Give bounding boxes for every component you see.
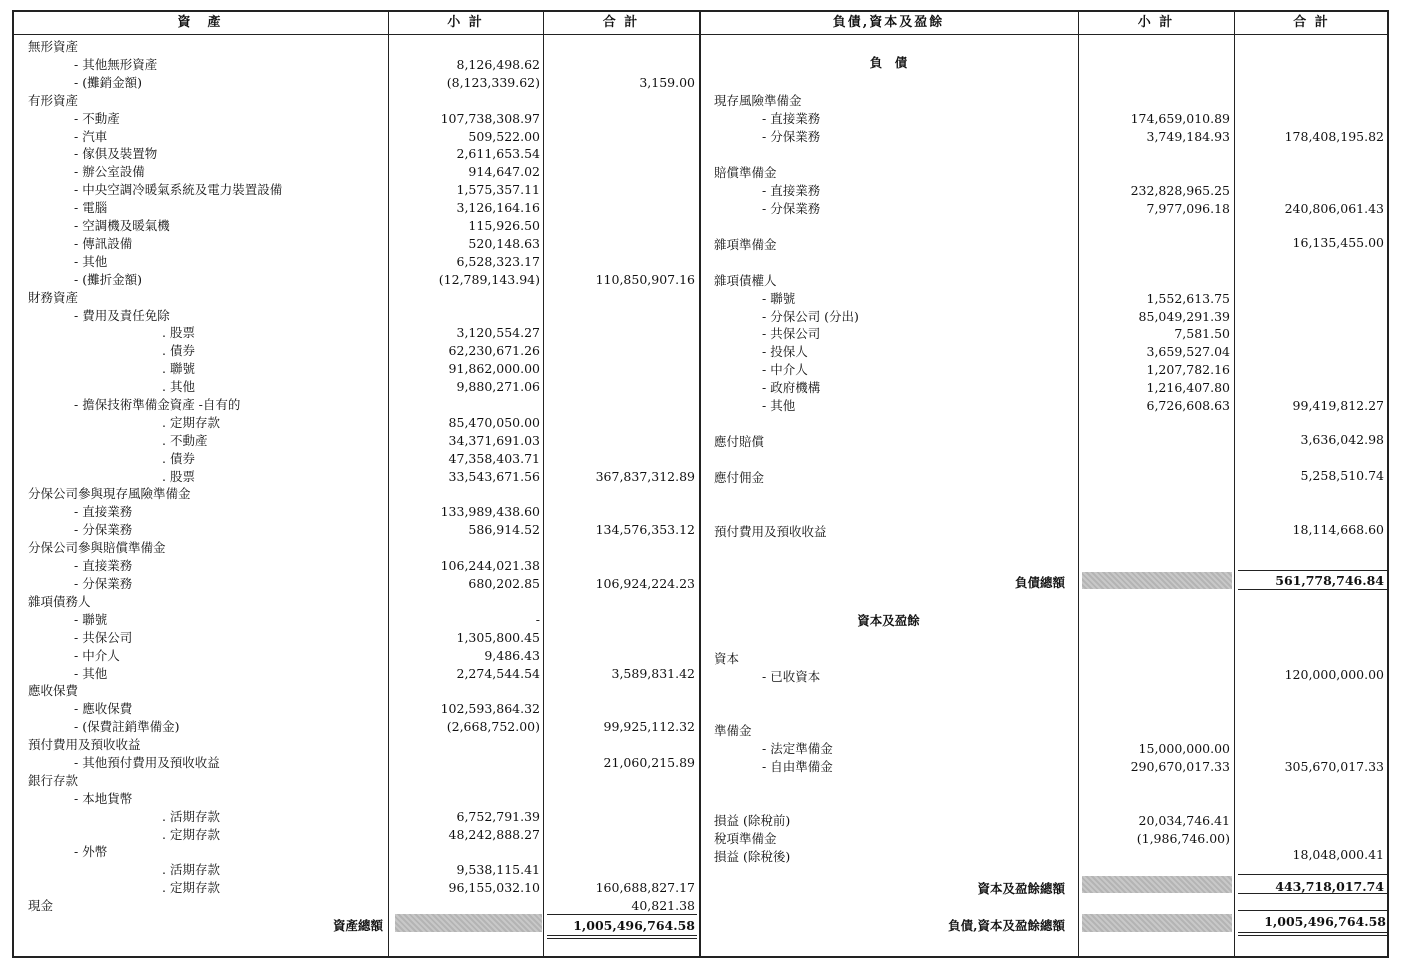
liability-row-subtotal: 1,207,782.16 xyxy=(1146,362,1230,377)
liability-row-label: - 投保人 xyxy=(762,344,808,359)
liability-row-label: - 政府機構 xyxy=(762,380,821,395)
asset-row-subtotal: 509,522.00 xyxy=(468,129,540,144)
asset-row-total: 99,925,112.32 xyxy=(603,719,695,734)
asset-row-subtotal: 115,926.50 xyxy=(468,218,540,233)
asset-row-label: 分保公司參與現存風險準備金 xyxy=(28,486,191,501)
header-total-left: 合 計 xyxy=(602,15,640,30)
asset-row-subtotal: 1,575,357.11 xyxy=(456,182,540,197)
liability-row-label: 準備金 xyxy=(714,723,752,738)
asset-row-label: - 共保公司 xyxy=(74,630,133,645)
asset-row-total: 3,159.00 xyxy=(639,75,695,90)
asset-row-label: . 定期存款 xyxy=(162,880,220,895)
total-rule xyxy=(547,914,697,915)
liability-row-subtotal: 15,000,000.00 xyxy=(1138,741,1230,756)
total-rule xyxy=(1238,570,1387,571)
asset-row-label: - (攤銷金額) xyxy=(74,75,142,90)
asset-row-label: - 其他 xyxy=(74,254,108,269)
asset-row-total: 40,821.38 xyxy=(631,898,695,913)
asset-row-total: 106,924,224.23 xyxy=(595,576,695,591)
liability-row-subtotal: 1,216,407.80 xyxy=(1146,380,1230,395)
asset-row-total: 21,060,215.89 xyxy=(603,755,695,770)
asset-row-label: . 不動產 xyxy=(162,433,208,448)
total-rule xyxy=(547,935,697,936)
liability-row-label: 應付佣金 xyxy=(714,470,765,485)
asset-row-label: - 中介人 xyxy=(74,648,120,663)
column-divider xyxy=(1234,10,1235,958)
liability-row-total: 3,636,042.98 xyxy=(1300,432,1384,447)
liability-row-total: 178,408,195.82 xyxy=(1284,129,1384,144)
asset-row-label: 應收保費 xyxy=(28,683,79,698)
shaded-cell xyxy=(1082,914,1232,932)
shaded-cell xyxy=(395,914,542,932)
asset-row-subtotal: 6,752,791.39 xyxy=(456,809,540,824)
liability-row-total: 305,670,017.33 xyxy=(1284,759,1384,774)
asset-row-label: - 空調機及暖氣機 xyxy=(74,218,170,233)
liability-row-total: 120,000,000.00 xyxy=(1284,667,1384,682)
asset-row-subtotal: (8,123,339.62) xyxy=(446,75,540,90)
asset-row-label: - 本地貨幣 xyxy=(74,791,133,806)
asset-row-subtotal: 520,148.63 xyxy=(468,236,540,251)
asset-row-subtotal: 3,126,164.16 xyxy=(456,200,540,215)
asset-row-label: . 股票 xyxy=(162,469,195,484)
total-rule xyxy=(1238,935,1387,936)
liability-row-label: 賠償準備金 xyxy=(714,165,777,180)
asset-row-subtotal: 34,371,691.03 xyxy=(448,433,540,448)
asset-row-label: . 活期存款 xyxy=(162,809,220,824)
liability-row-subtotal: 3,749,184.93 xyxy=(1146,129,1230,144)
asset-row-subtotal: 102,593,864.32 xyxy=(440,701,540,716)
liability-row-label: - 已收資本 xyxy=(762,669,821,684)
asset-row-subtotal: 91,862,000.00 xyxy=(448,361,540,376)
asset-row-subtotal: 62,230,671.26 xyxy=(448,343,540,358)
asset-row-label: . 定期存款 xyxy=(162,415,220,430)
column-divider xyxy=(543,10,544,958)
liability-row-subtotal: 7,581.50 xyxy=(1174,326,1230,341)
liability-row-subtotal: 1,552,613.75 xyxy=(1146,291,1230,306)
total-rule xyxy=(1238,910,1387,911)
asset-row-label: - 其他 xyxy=(74,666,108,681)
liability-row-label: 雜項債權人 xyxy=(714,273,777,288)
asset-row-total: 3,589,831.42 xyxy=(611,666,695,681)
column-divider xyxy=(388,10,389,958)
asset-row-subtotal: 9,538,115.41 xyxy=(456,862,540,877)
liability-row-subtotal: 20,034,746.41 xyxy=(1138,813,1230,828)
liability-row-subtotal: 3,659,527.04 xyxy=(1146,344,1230,359)
asset-row-label: 現金 xyxy=(28,898,54,913)
total-rule xyxy=(1238,893,1387,894)
asset-row-total: 367,837,312.89 xyxy=(595,469,695,484)
liability-row-total: 16,135,455.00 xyxy=(1292,235,1384,250)
total-rule xyxy=(1238,874,1387,875)
header-subtotal-left: 小 計 xyxy=(447,15,484,30)
liability-row-subtotal: (1,986,746.00) xyxy=(1136,831,1230,846)
section-total-label: 資本及盈餘總額 xyxy=(977,881,1065,896)
grand-total-value: 1,005,496,764.58 xyxy=(1264,914,1386,929)
asset-row-subtotal: 48,242,888.27 xyxy=(448,827,540,842)
asset-row-subtotal: 9,880,271.06 xyxy=(456,379,540,394)
asset-row-label: - 電腦 xyxy=(74,200,108,215)
liability-row-label: 預付費用及預收收益 xyxy=(714,524,827,539)
liability-row-label: 雜項準備金 xyxy=(714,237,777,252)
shaded-cell xyxy=(1082,876,1232,893)
liability-row-subtotal: 290,670,017.33 xyxy=(1130,759,1230,774)
asset-row-label: . 股票 xyxy=(162,325,195,340)
liability-row-label: - 共保公司 xyxy=(762,326,821,341)
asset-row-subtotal: (2,668,752.00) xyxy=(446,719,540,734)
header-divider xyxy=(12,34,1389,35)
asset-row-subtotal: 2,611,653.54 xyxy=(456,146,540,161)
liability-row-label: - 中介人 xyxy=(762,362,808,377)
liability-row-subtotal: 7,977,096.18 xyxy=(1146,201,1230,216)
asset-row-subtotal: 3,120,554.27 xyxy=(456,325,540,340)
assets-total-value: 1,005,496,764.58 xyxy=(573,918,695,933)
asset-row-subtotal: 2,274,544.54 xyxy=(456,666,540,681)
liability-row-total: 561,778,746.84 xyxy=(1275,573,1384,588)
liability-row-label: - 自由準備金 xyxy=(762,759,833,774)
asset-row-label: 無形資產 xyxy=(28,39,79,54)
asset-row-label: - 分保業務 xyxy=(74,576,133,591)
header-subtotal-right: 小 計 xyxy=(1137,15,1175,30)
asset-row-subtotal: 33,543,671.56 xyxy=(448,469,540,484)
liability-row-label: - 分保業務 xyxy=(762,129,821,144)
liability-row-total: 99,419,812.27 xyxy=(1292,398,1384,413)
liability-row-total: 18,114,668.60 xyxy=(1292,522,1384,537)
section-heading: 負 債 xyxy=(869,55,908,70)
liability-row-total: 5,258,510.74 xyxy=(1300,468,1384,483)
asset-row-label: - 傳訊設備 xyxy=(74,236,133,251)
liability-row-label: 損益 (除稅前) xyxy=(714,813,791,828)
asset-row-label: - 直接業務 xyxy=(74,558,133,573)
asset-row-label: 分保公司參與賠償準備金 xyxy=(28,540,166,555)
asset-row-label: . 債券 xyxy=(162,343,195,358)
column-divider xyxy=(699,10,701,958)
asset-row-subtotal: 96,155,032.10 xyxy=(448,880,540,895)
shaded-cell xyxy=(1082,572,1232,589)
liability-row-label: 現存風險準備金 xyxy=(714,93,802,108)
asset-row-subtotal: - xyxy=(535,612,540,627)
asset-row-label: - 其他無形資產 xyxy=(74,57,158,72)
asset-row-label: - 應收保費 xyxy=(74,701,133,716)
liability-row-label: 稅項準備金 xyxy=(714,831,777,846)
asset-row-subtotal: 9,486.43 xyxy=(484,648,540,663)
asset-row-subtotal: 107,738,308.97 xyxy=(440,111,540,126)
asset-row-label: . 活期存款 xyxy=(162,862,220,877)
asset-row-subtotal: 6,528,323.17 xyxy=(456,254,540,269)
asset-row-label: - 分保業務 xyxy=(74,522,133,537)
asset-row-label: - 直接業務 xyxy=(74,504,133,519)
liability-row-label: - 聯號 xyxy=(762,291,796,306)
total-rule xyxy=(1238,589,1387,590)
asset-row-label: 雜項債務人 xyxy=(28,594,91,609)
asset-row-label: - 中央空調冷暖氣系統及電力裝置設備 xyxy=(74,182,283,197)
asset-row-label: 預付費用及預收收益 xyxy=(28,737,141,752)
liability-row-subtotal: 174,659,010.89 xyxy=(1130,111,1230,126)
header-total-right: 合 計 xyxy=(1293,15,1330,30)
liability-row-label: - 分保業務 xyxy=(762,201,821,216)
asset-row-subtotal: 8,126,498.62 xyxy=(456,57,540,72)
liability-row-label: 資本 xyxy=(714,651,740,666)
asset-row-label: - 不動產 xyxy=(74,111,120,126)
asset-row-subtotal: 47,358,403.71 xyxy=(448,451,540,466)
liability-row-label: - 分保公司 (分出) xyxy=(762,309,859,324)
asset-row-label: - 費用及責任免除 xyxy=(74,308,170,323)
asset-row-label: - 聯號 xyxy=(74,612,108,627)
total-rule xyxy=(1238,932,1387,933)
asset-row-label: - 傢俱及裝置物 xyxy=(74,146,158,161)
asset-row-subtotal: 1,305,800.45 xyxy=(456,630,540,645)
liability-row-label: - 法定準備金 xyxy=(762,741,833,756)
asset-row-subtotal: 133,989,438.60 xyxy=(440,504,540,519)
asset-row-label: - 其他預付費用及預收收益 xyxy=(74,755,220,770)
section-heading: 資本及盈餘 xyxy=(857,613,920,628)
asset-row-label: 有形資產 xyxy=(28,93,79,108)
column-divider xyxy=(1078,10,1079,958)
asset-row-subtotal: 85,470,050.00 xyxy=(448,415,540,430)
asset-row-label: - (保費註銷準備金) xyxy=(74,719,180,734)
asset-row-subtotal: 586,914.52 xyxy=(468,522,540,537)
asset-row-subtotal: 680,202.85 xyxy=(468,576,540,591)
asset-row-label: - 擔保技術準備金資產 -自有的 xyxy=(74,397,241,412)
asset-row-subtotal: 106,244,021.38 xyxy=(440,558,540,573)
liability-row-label: - 直接業務 xyxy=(762,183,821,198)
asset-row-label: 財務資產 xyxy=(28,290,79,305)
liability-row-label: 損益 (除稅後) xyxy=(714,849,791,864)
asset-row-label: - (攤折金額) xyxy=(74,272,142,287)
liability-row-label: - 直接業務 xyxy=(762,111,821,126)
total-rule xyxy=(547,938,697,939)
asset-row-total: 110,850,907.16 xyxy=(595,272,695,287)
asset-row-label: 銀行存款 xyxy=(28,773,79,788)
asset-row-label: - 汽車 xyxy=(74,129,108,144)
header-assets: 資 產 xyxy=(177,15,223,30)
asset-row-label: . 定期存款 xyxy=(162,827,220,842)
grand-total-label: 負債,資本及盈餘總額 xyxy=(948,918,1065,933)
asset-row-label: . 其他 xyxy=(162,379,195,394)
liability-row-label: - 其他 xyxy=(762,398,796,413)
asset-row-label: . 聯號 xyxy=(162,361,195,376)
asset-row-subtotal: (12,789,143.94) xyxy=(438,272,540,287)
liability-row-subtotal: 6,726,608.63 xyxy=(1146,398,1230,413)
liability-row-label: 應付賠償 xyxy=(714,434,765,449)
section-total-label: 負債總額 xyxy=(1014,575,1065,590)
liability-row-total: 18,048,000.41 xyxy=(1292,847,1384,862)
liability-row-subtotal: 232,828,965.25 xyxy=(1130,183,1230,198)
header-liabilities: 負債,資本及盈餘 xyxy=(832,15,945,30)
asset-row-total: 134,576,353.12 xyxy=(595,522,695,537)
asset-row-subtotal: 914,647.02 xyxy=(468,164,540,179)
asset-row-label: - 外幣 xyxy=(74,844,108,859)
asset-row-label: - 辦公室設備 xyxy=(74,164,145,179)
asset-row-label: . 債券 xyxy=(162,451,195,466)
assets-total-label: 資產總額 xyxy=(332,918,383,933)
asset-row-total: 160,688,827.17 xyxy=(595,880,695,895)
liability-row-total: 443,718,017.74 xyxy=(1275,879,1384,894)
liability-row-subtotal: 85,049,291.39 xyxy=(1138,309,1230,324)
liability-row-total: 240,806,061.43 xyxy=(1284,201,1384,216)
